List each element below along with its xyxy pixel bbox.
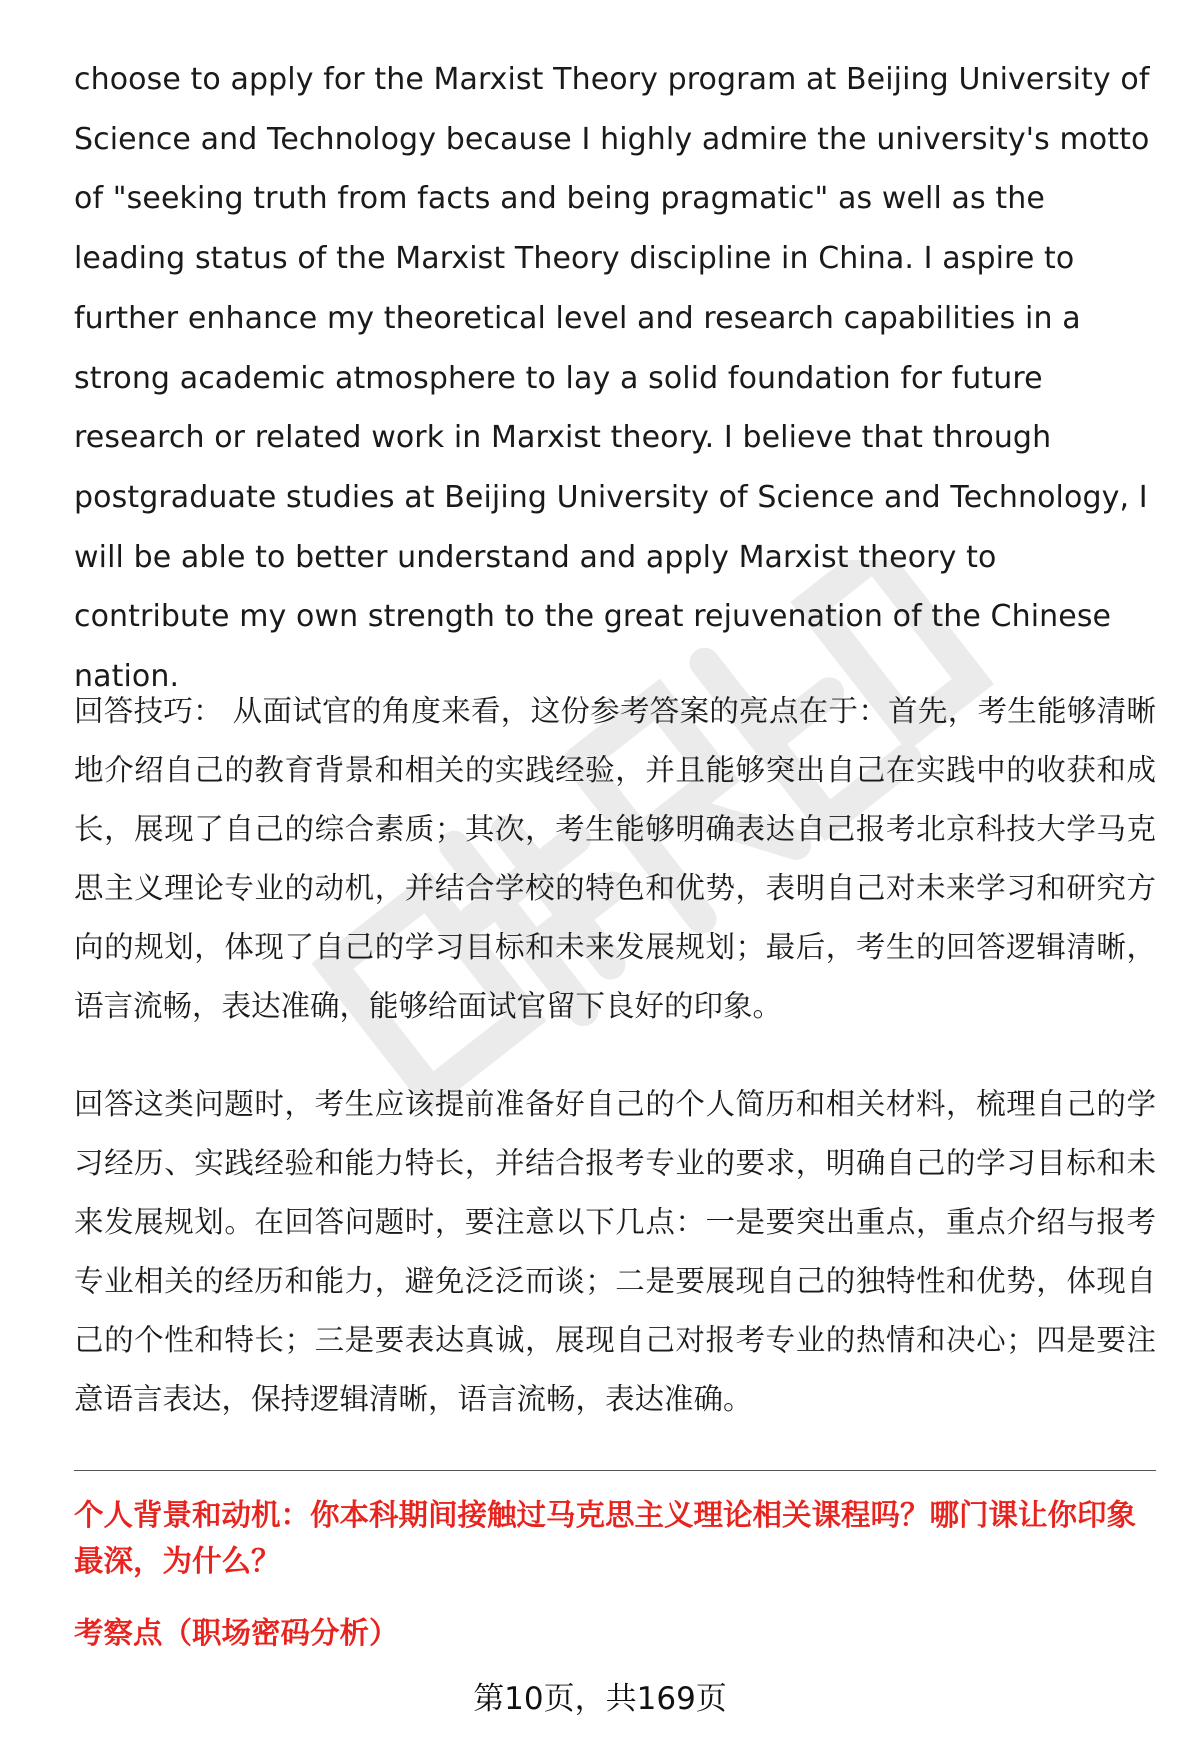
- answer-advice-paragraph: 回答这类问题时，考生应该提前准备好自己的个人简历和相关材料，梳理自己的学习经历、实践经验和能力特长，并结合报考专业的要求，明确自己的学习目标和未来发展规划。在回答问题时，要注意以下几点：一是要突出重点，重点介绍与报考专业相关的经历和能力，避免泛泛而谈；二是要展现自己的独特性和优势，体现自己的个性和特长；三是要表达真诚，展现自己对报考专业的热情和决心；四是要注意语言表达，保持逻辑清晰，语言流畅，表达准确。: [74, 1087, 1156, 1416]
- page-number-footer: 第10页，共169页: [473, 1681, 727, 1717]
- english-answer-paragraph: choose to apply for the Marxist Theory program at Beijing University of Science and Technology because I highly admire the university's motto of "seeking truth from facts and being pragmatic" as well as the leading status of the Marxist Theory discipline in China. I aspire to further enhance my theoretical level and research capabilities in a strong academic atmosphere to lay a solid foundation for future research or related work in Marxist theory. I believe that through postgraduate studies at Beijing University of Science and Technology, I will be able to better understand and apply Marxist theory to contribute my own strength to the great rejuvenation of the Chinese nation.: [74, 62, 1150, 695]
- next-question-heading: 个人背景和动机：你本科期间接触过马克思主义理论相关课程吗？哪门课让你印象最深，为什么？: [74, 1498, 1137, 1578]
- analysis-section-heading: 考察点（职场密码分析）: [74, 1616, 399, 1650]
- answer-tips-paragraph: 回答技巧： 从面试官的角度来看，这份参考答案的亮点在于：首先，考生能够清晰地介绍自己的教育背景和相关的实践经验，并且能够突出自己在实践中的收获和成长，展现了自己的综合素质；其次，考生能够明确表达自己报考北京科技大学马克思主义理论专业的动机，并结合学校的特色和优势，表明自己对未来学习和研究方向的规划，体现了自己的学习目标和未来发展规划；最后，考生的回答逻辑清晰，语言流畅，表达准确，能够给面试官留下良好的印象。: [74, 694, 1156, 1023]
- section-divider: [74, 1470, 1156, 1471]
